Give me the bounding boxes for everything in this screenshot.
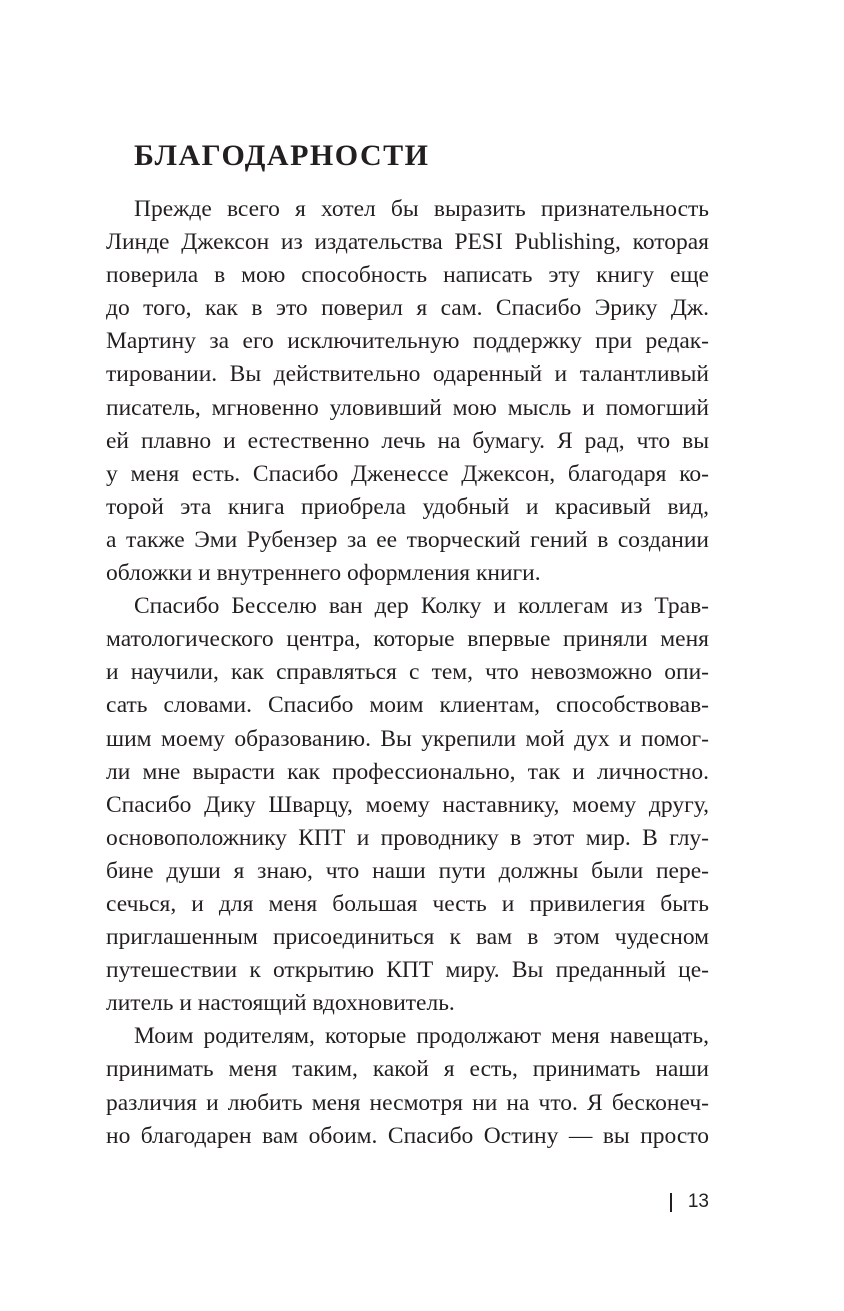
page-number: 13 <box>687 1191 709 1212</box>
text-line: приглашенным присоединиться к вам в этом чудесном <box>106 924 709 951</box>
text-line: а также Эми Рубензер за ее творческий гений в создании <box>106 526 709 553</box>
text-line: обложки и внутреннего оформления книги. <box>106 560 541 587</box>
text-line: путешествии к открытию КПТ миру. Вы преданный це- <box>106 957 709 984</box>
text-line: принимать меня таким, какой я есть, принимать наши <box>106 1056 709 1083</box>
text-line: литель и настоящий вдохновитель. <box>106 990 455 1017</box>
text-line: сать словами. Спасибо моим клиентам, способствовав- <box>106 692 709 719</box>
text-line: и научили, как справляться с тем, что невозможно опи- <box>106 659 709 686</box>
paragraph-1 <box>106 193 709 590</box>
text-line: Спасибо Бесселю ван дер Колку и коллегам из Трав- <box>134 593 709 620</box>
text-line: шим моему образованию. Вы укрепили мой дух и помог- <box>106 725 709 752</box>
text-line: до того, как в это поверил я сам. Спасибо Эрику Дж. <box>106 295 709 322</box>
paragraph-3 <box>106 1020 709 1152</box>
text-line: сечься, и для меня большая честь и привилегия быть <box>106 890 709 917</box>
text-line: Мартину за его исключительную поддержку при редак- <box>106 328 709 355</box>
text-line: бине души я знаю, что наши пути должны были пере- <box>106 857 709 884</box>
text-line: Моим родителям, которые продолжают меня навещать, <box>134 1023 709 1050</box>
text-line: но благодарен вам обоим. Спасибо Остину — вы просто <box>106 1122 709 1149</box>
text-line: ли мне вырасти как профессионально, так и личностно. <box>106 758 709 785</box>
text-line: ей плавно и естественно лечь на бумагу. Я рад, что вы <box>106 427 709 454</box>
text-line: Прежде всего я хотел бы выразить признательность <box>134 196 709 222</box>
text-line: торой эта книга приобрела удобный и красивый вид, <box>106 493 709 520</box>
text-line: основоположнику КПТ и проводнику в этот мир. В глу- <box>106 824 709 851</box>
text-line: тировании. Вы действительно одаренный и талантливый <box>106 361 709 388</box>
footer-rule <box>670 1193 672 1212</box>
body-text <box>106 193 709 1153</box>
text-line: матологического центра, которые впервые приняли меня <box>106 626 709 653</box>
text-line: Линде Джексон из издательства PESI Publishing, которая <box>106 229 709 256</box>
chapter-heading: БЛАГОДАРНОСТИ <box>134 139 430 172</box>
page-footer <box>670 1190 709 1214</box>
paragraph-2 <box>106 590 709 1020</box>
text-line: у меня есть. Спасибо Дженессе Джексон, благодаря ко- <box>106 460 709 487</box>
text-line: Спасибо Дику Шварцу, моему наставнику, моему другу, <box>106 791 709 818</box>
text-line: поверила в мою способность написать эту книгу еще <box>106 262 709 289</box>
text-line: писатель, мгновенно уловивший мою мысль и помогший <box>106 394 709 421</box>
text-line: различия и любить меня несмотря ни на что. Я бесконеч- <box>106 1089 709 1116</box>
